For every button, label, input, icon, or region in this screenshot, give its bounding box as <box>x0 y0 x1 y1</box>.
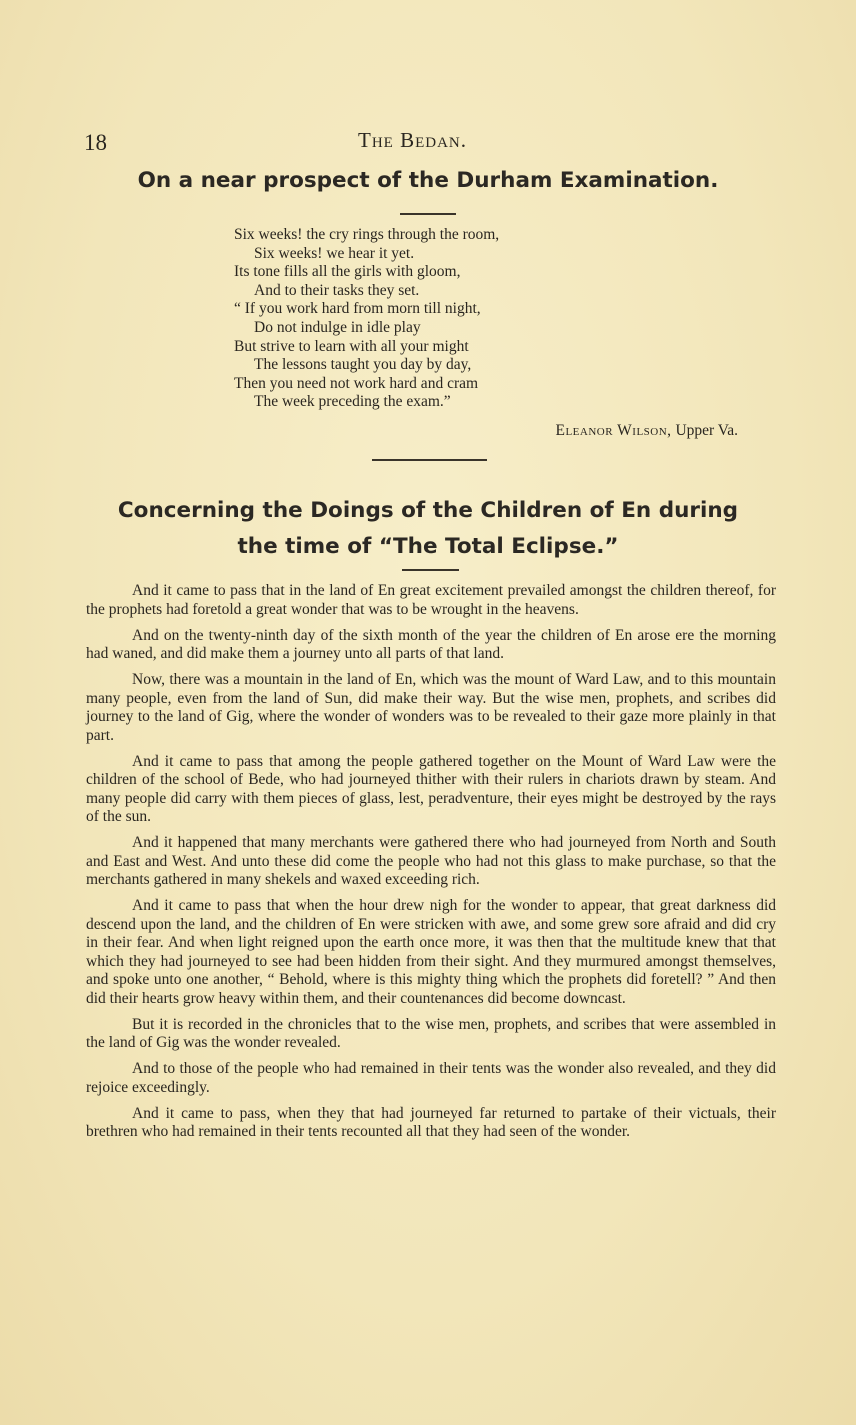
poem-line: The week preceding the exam.” <box>254 393 451 411</box>
poem-line: The lessons taught you day by day, <box>254 356 472 374</box>
author-name: Eleanor Wilson, <box>555 422 672 439</box>
poem-line: Do not indulge in idle play <box>254 318 421 336</box>
author-form: Upper Va. <box>675 422 738 439</box>
poem-line: Six weeks! the cry rings through the room, <box>234 226 500 243</box>
paragraph: And it came to pass that in the land of En great excitement prevailed amongst the children thereof, for the prophets had foretold a great wonder that was to be wrought in the heavens. <box>86 582 776 618</box>
paragraph: Now, there was a mountain in the land of En, which was the mount of Ward Law, and to this mountain many people, even from the land of Sun, did make their way. But the wise men, prophets, and scribes did journey to the land of Gig, where the wonder of wonders was to be revealed to their gaze more plainly in that part. <box>86 671 776 744</box>
paragraph: And it came to pass that when the hour drew nigh for the wonder to appear, that great darkness did descend upon the land, and the children of En were stricken with awe, and some grew sore afraid and did cry in their fear. And when light reigned upon the earth once more, it was then that the multitude knew that that which they had journeyed to see had been hidden from their sight. And they murmured amongst themselves, and spoke unto one another, “ Behold, where is this mighty thing which the prophets did foretell? ” And then did their hearts grow heavy within them, and their countenances did become downcast. <box>86 897 776 1007</box>
section-divider-rule <box>372 459 487 461</box>
paragraph: And it came to pass, when they that had journeyed far returned to partake of their victuals, their brethren who had remained in their tents recounted all that they had seen of the wonder. <box>86 1104 776 1140</box>
page-header <box>84 128 772 160</box>
divider-rule <box>402 569 459 571</box>
running-title: The Bedan. <box>358 128 467 152</box>
poem-body <box>234 226 499 412</box>
paragraph: And on the twenty-ninth day of the sixth month of the year the children of En arose ere the morning had waned, and did make them a journey unto all parts of that land. <box>86 626 776 662</box>
poem-title: On a near prospect of the Durham Examination. <box>137 168 719 193</box>
page-number: 18 <box>84 130 107 155</box>
prose-body <box>86 582 776 1149</box>
paragraph: And it came to pass that among the people gathered together on the Mount of Ward Law were the children of the school of Bede, who had journeyed thither with their rulers in chariots drawn by steam. And many people did carry with them pieces of glass, lest, peradventure, their eyes might be destroyed by the rays of the sun. <box>86 752 776 825</box>
poem-line: Its tone fills all the girls with gloom, <box>234 263 461 281</box>
poem-line: “ If you work hard from morn till night, <box>234 300 481 318</box>
divider-rule <box>400 213 456 215</box>
poem-line: But strive to learn with all your might <box>234 337 469 355</box>
prose-title-line: Concerning the Doings of the Children of En during <box>117 498 739 523</box>
poem-line: And to their tasks they set. <box>254 281 420 299</box>
prose-title <box>80 493 776 565</box>
paragraph: And to those of the people who had remained in their tents was the wonder also revealed, and they did rejoice exceedingly. <box>86 1060 776 1096</box>
poem-line: Six weeks! we hear it yet. <box>254 244 415 262</box>
poem-line: Then you need not work hard and cram <box>234 374 479 392</box>
paragraph: And it happened that many merchants were gathered there who had journeyed from North and South and East and West. And unto these did come the people who had not this glass to make purchase, so that the merchants gathered in many shekels and waxed exceeding rich. <box>86 834 776 888</box>
prose-title-line: the time of “The Total Eclipse.” <box>237 534 619 559</box>
paragraph: But it is recorded in the chronicles that to the wise men, prophets, and scribes that were assembled in the land of Gig was the wonder revealed. <box>86 1015 776 1051</box>
poem-signature <box>556 422 739 440</box>
